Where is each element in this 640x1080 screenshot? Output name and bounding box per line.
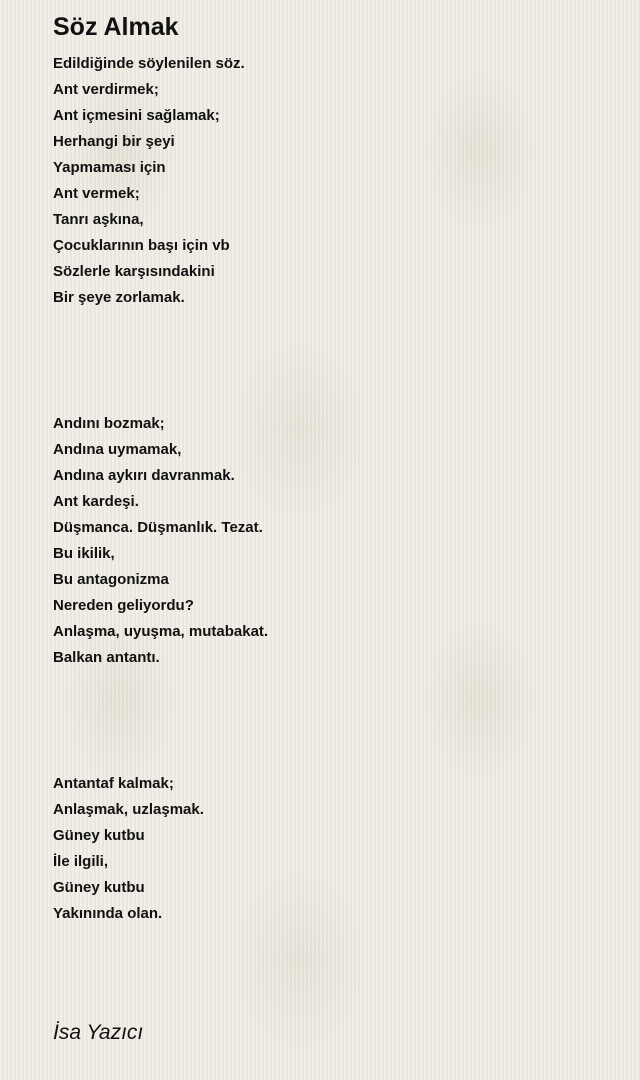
poem-line: İle ilgili, <box>53 853 109 870</box>
poem-line: Güney kutbu <box>53 879 145 896</box>
poem-line: Edildiğinde söylenilen söz. <box>53 55 245 72</box>
poem-stanza-3 <box>53 771 204 927</box>
poem-line: Düşmanca. Düşmanlık. Tezat. <box>53 519 263 536</box>
poem-line: Antantaf kalmak; <box>53 775 174 792</box>
poem-line: Yakınında olan. <box>53 905 163 922</box>
poem-line: Çocuklarının başı için vb <box>53 237 230 254</box>
poem-line: Anlaşma, uyuşma, mutabakat. <box>53 623 269 640</box>
poem-line: Balkan antantı. <box>53 649 160 666</box>
poem-line: Ant verdirmek; <box>53 81 159 98</box>
poem-line: Bu antagonizma <box>53 571 169 588</box>
poem-line: Andına aykırı davranmak. <box>53 467 235 484</box>
poem-line: Anlaşmak, uzlaşmak. <box>53 801 204 818</box>
poem-line: Nereden geliyordu? <box>53 597 194 614</box>
poem-line: Andına uymamak, <box>53 441 182 458</box>
poem-line: Herhangi bir şeyi <box>53 133 175 150</box>
poem-line: Yapmaması için <box>53 159 166 176</box>
poem-line: Andını bozmak; <box>53 415 165 432</box>
poem-line: Bu ikilik, <box>53 545 115 562</box>
poem-line: Sözlerle karşısındakini <box>53 263 215 280</box>
poem-line: Bir şeye zorlamak. <box>53 289 185 306</box>
poem-title: Söz Almak <box>53 13 179 41</box>
poem-line: Güney kutbu <box>53 827 145 844</box>
poem-author: İsa Yazıcı <box>53 1021 144 1044</box>
poem-line: Ant kardeşi. <box>53 493 139 510</box>
poem-line: Ant vermek; <box>53 185 140 202</box>
poem-line: Ant içmesini sağlamak; <box>53 107 220 124</box>
poem-line: Tanrı aşkına, <box>53 211 144 228</box>
poem-stanza-1 <box>53 51 245 311</box>
poem-stanza-2 <box>53 411 268 671</box>
